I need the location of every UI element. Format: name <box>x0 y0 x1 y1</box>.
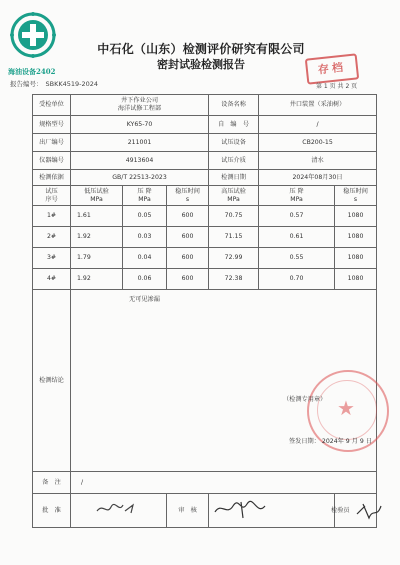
header-low: 低压试验 MPa <box>84 187 109 203</box>
cell: 600 <box>167 248 209 269</box>
client-value <box>71 95 209 116</box>
remarks-label: 备 注 <box>33 472 71 494</box>
serial-value: / <box>259 116 377 134</box>
cell: 72.38 <box>209 269 259 290</box>
info-row <box>33 152 377 170</box>
test-equipment-value: CB200-15 <box>259 134 377 152</box>
date-label: 检测日期 <box>209 170 259 186</box>
table-row <box>33 269 377 290</box>
cell: 0.06 <box>123 269 167 290</box>
serial-label: 自 编 号 <box>209 116 259 134</box>
basis-label: 检测依据 <box>33 170 71 186</box>
report-table <box>32 94 377 528</box>
seal-star-icon: ★ <box>337 396 355 420</box>
medium-value: 清水 <box>259 152 377 170</box>
device-name-label: 设备名称 <box>209 95 259 116</box>
cell: 72.99 <box>209 248 259 269</box>
cell: 70.75 <box>209 206 259 227</box>
approve-label: 批 准 <box>33 494 71 528</box>
header-drop1: 压 降 MPa <box>137 187 152 203</box>
header-cell <box>335 186 377 206</box>
cell: 4# <box>33 269 71 290</box>
cell: 600 <box>167 206 209 227</box>
cell: 1080 <box>335 269 377 290</box>
header-cell <box>123 186 167 206</box>
signature-row <box>33 494 377 528</box>
report-number <box>10 79 98 88</box>
inspector-signature-icon <box>355 500 385 522</box>
header-cell <box>259 186 335 206</box>
remarks-value: / <box>71 472 377 494</box>
info-row <box>33 170 377 186</box>
report-title: 密封试验检测报告 <box>157 58 245 71</box>
spec-value: KY65-70 <box>71 116 209 134</box>
info-row <box>33 116 377 134</box>
cell: 2# <box>33 227 71 248</box>
cell: 0.03 <box>123 227 167 248</box>
page-info: 第 1 页 共 2 页 <box>316 83 358 90</box>
test-header-row <box>33 186 377 206</box>
cell: 0.70 <box>259 269 335 290</box>
cell: 1.79 <box>71 248 123 269</box>
cell: 0.55 <box>259 248 335 269</box>
review-signature <box>209 494 335 528</box>
archive-stamp: 存档 <box>305 53 359 84</box>
test-equipment-label: 试压设备 <box>209 134 259 152</box>
cell: 1# <box>33 206 71 227</box>
cell: 1.92 <box>71 269 123 290</box>
cell: 600 <box>167 227 209 248</box>
review-label: 审 核 <box>167 494 209 528</box>
header-cell <box>167 186 209 206</box>
cell: 0.05 <box>123 206 167 227</box>
conclusion-label: 检测结论 <box>33 290 71 472</box>
device-name-value: 井口装置（采油树） <box>259 95 377 116</box>
approve-signature <box>71 494 167 528</box>
conclusion-cell <box>71 290 377 472</box>
cell: 1.92 <box>71 227 123 248</box>
inspector-cell <box>331 494 377 528</box>
conclusion-row <box>33 290 377 472</box>
info-row <box>33 134 377 152</box>
cell: 71.15 <box>209 227 259 248</box>
cell: 1.61 <box>71 206 123 227</box>
instrument-label: 仪器编号 <box>33 152 71 170</box>
company-title: 中石化（山东）检测评价研究有限公司 <box>97 42 305 56</box>
cell: 0.57 <box>259 206 335 227</box>
conclusion-text: 无可见渗漏 <box>129 296 160 303</box>
cell: 1080 <box>335 248 377 269</box>
client-value-line2: 海洋试修工程部 <box>117 105 162 112</box>
date-value: 2024年08月30日 <box>259 170 377 186</box>
cell: 600 <box>167 269 209 290</box>
header-high: 高压试验 MPa <box>221 187 246 203</box>
client-value-line1: 井下作业公司 <box>120 97 159 105</box>
factory-no-label: 出厂编号 <box>33 134 71 152</box>
header-cell <box>209 186 259 206</box>
table-row <box>33 206 377 227</box>
client-label: 受检单位 <box>33 95 71 116</box>
table-row <box>33 248 377 269</box>
header-cell <box>71 186 123 206</box>
cell: 1080 <box>335 206 377 227</box>
medium-label: 试压介质 <box>209 152 259 170</box>
remarks-row <box>33 472 377 494</box>
company-logo-icon <box>10 12 56 58</box>
cell: 0.04 <box>123 248 167 269</box>
spec-label: 规格型号 <box>33 116 71 134</box>
cell: 1080 <box>335 227 377 248</box>
header-cell <box>33 186 71 206</box>
logo-text: 海油设备2402 <box>8 67 56 76</box>
factory-no-value: 211001 <box>71 134 209 152</box>
header-drop2: 压 降 MPa <box>289 187 304 203</box>
basis-value: GB/T 22513-2023 <box>71 170 209 186</box>
seal-note: （检测专用章） <box>283 396 327 403</box>
table-row <box>33 227 377 248</box>
instrument-value: 4913604 <box>71 152 209 170</box>
inspector-label: 检验员 <box>331 507 350 514</box>
sign-date: 签发日期： 2024年 9 月 9 日 <box>289 438 372 445</box>
report-number-label: 报告编号： <box>10 80 43 88</box>
header-hold2: 稳压时间 s <box>343 187 368 203</box>
info-row <box>33 95 377 116</box>
cell: 0.61 <box>259 227 335 248</box>
approve-signature-icon <box>89 499 149 519</box>
report-number-value: SBKK4519-2024 <box>45 80 99 88</box>
header-hold1: 稳压时间 s <box>175 187 200 203</box>
cell: 3# <box>33 248 71 269</box>
header-seq: 试压 序号 <box>45 187 58 203</box>
review-signature-icon <box>211 498 291 520</box>
